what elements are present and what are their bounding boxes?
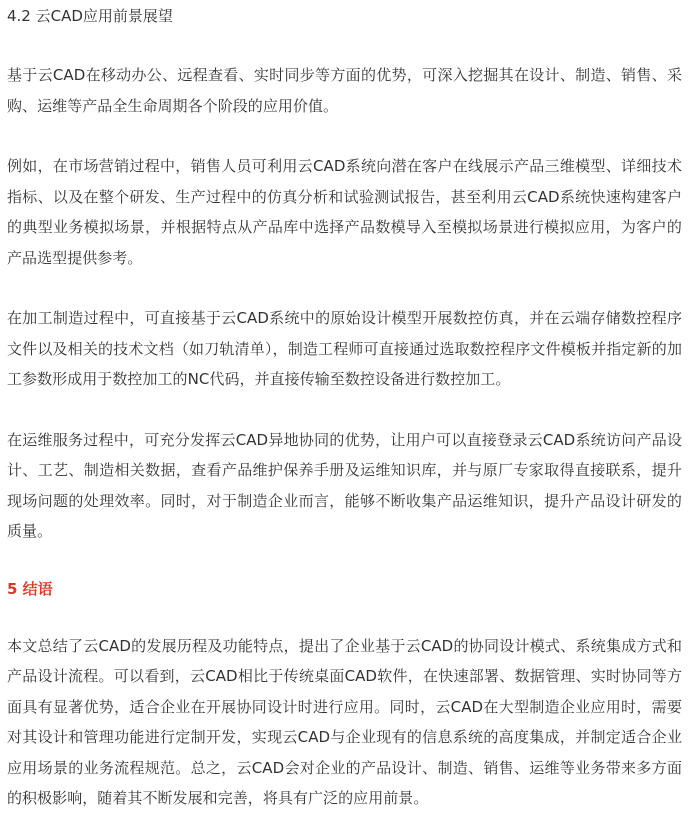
paragraph-manufacturing: 在加工制造过程中，可直接基于云CAD系统中的原始设计模型开展数控仿真，并在云端存储数控程序文件以及相关的技术文档（如刀轨清单），制造工程师可直接通过选取数控程序文件模板并指定新的加工参数形成用于数控加工的NC代码，并直接传输至数控设备进行数控加工。	[7, 309, 682, 388]
paragraph-maintenance: 在运维服务过程中，可充分发挥云CAD异地协同的优势，让用户可以直接登录云CAD系统访问产品设计、工艺、制造相关数据，查看产品维护保养手册及运维知识库，并与原厂专家取得直接联系，提升现场问题的处理效率。同时，对于制造企业而言，能够不断收集产品运维知识，提升产品设计研发的质量。	[7, 430, 682, 540]
paragraph-marketing: 例如，在市场营销过程中，销售人员可利用云CAD系统向潜在客户在线展示产品三维模型、详细技术指标、以及在整个研发、生产过程中的仿真分析和试验测试报告，甚至利用云CAD系统快速构建客户的典型业务模拟场景，并根据特点从产品库中选择产品数模导入至模拟场景进行模拟应用，为客户的产品选型提供参考。	[7, 157, 682, 267]
spacer	[7, 547, 682, 577]
paragraph-intro: 基于云CAD在移动办公、远程查看、实时同步等方面的优势，可深入挖掘其在设计、制造、销售、采购、运维等产品全生命周期各个阶段的应用价值。	[7, 66, 682, 115]
section-heading-5-conclusion: 5 结语	[7, 579, 53, 598]
spacer	[7, 28, 682, 60]
spacer	[7, 273, 682, 303]
spacer	[7, 395, 682, 425]
paragraph-conclusion: 本文总结了云CAD的发展历程及功能特点，提出了企业基于云CAD的协同设计模式、系统集成方式和产品设计流程。可以看到，云CAD相比于传统桌面CAD软件，在快速部署、数据管理、实时协同等方面具有显著优势，适合企业在开展协同设计时进行应用。同时，云CAD在大型制造企业应用时，需要对其设计和管理功能进行定制开发，实现云CAD与企业现有的信息系统的高度集成，并制定适合企业应用场景的业务流程规范。总之，云CAD会对企业的产品设计、制造、销售、运维等业务带来多方面的积极影响，随着其不断发展和完善，将具有广泛的应用前景。	[7, 636, 682, 807]
section-heading-4-2: 4.2 云CAD应用前景展望	[7, 7, 173, 25]
spacer	[7, 121, 682, 151]
spacer	[7, 601, 682, 631]
